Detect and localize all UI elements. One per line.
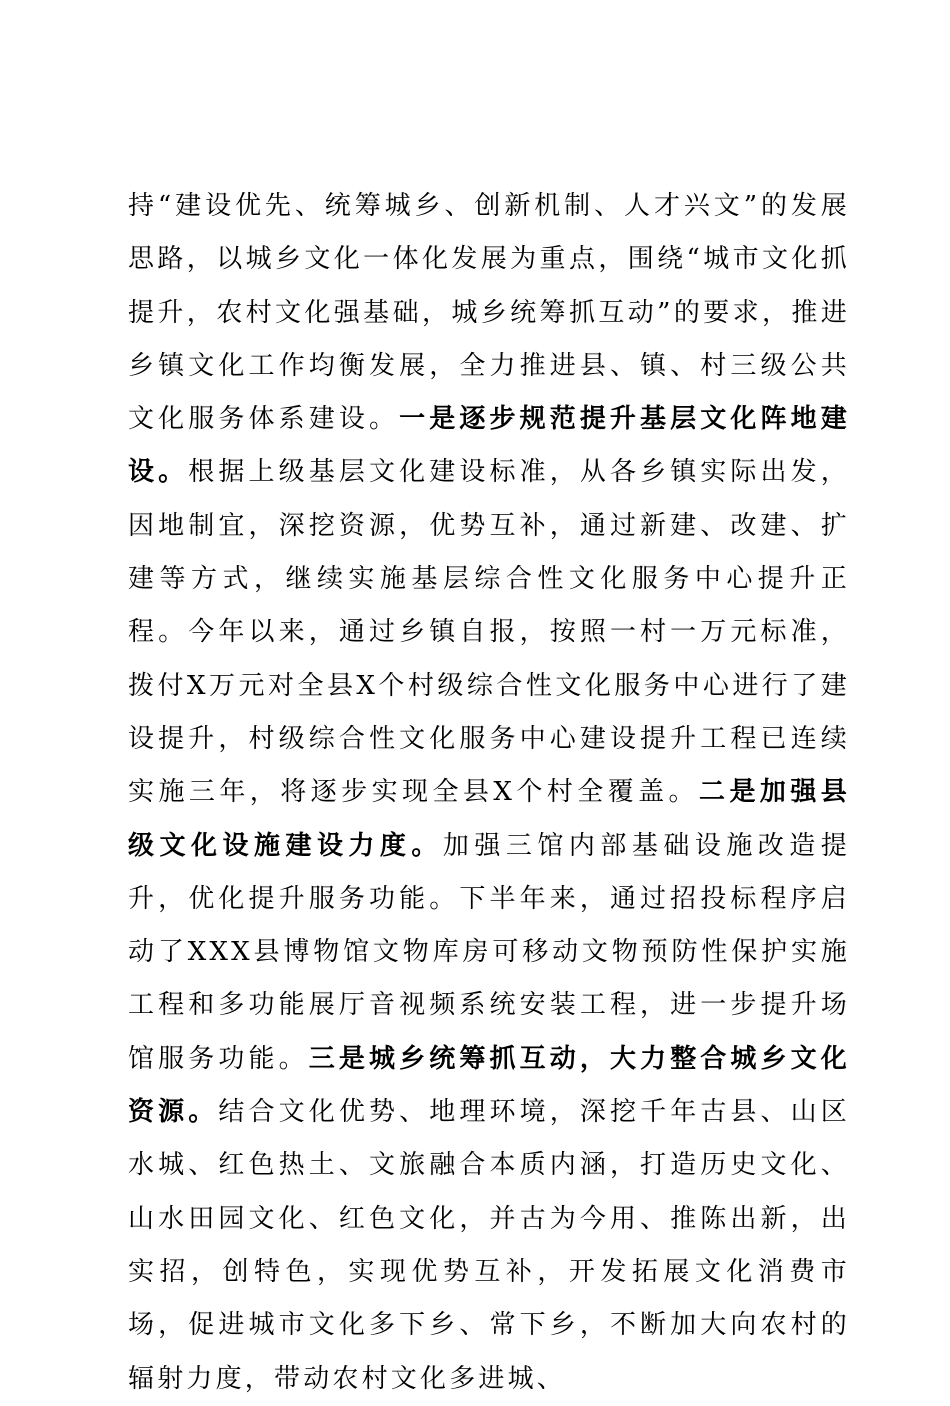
bold-heading-one: 一是逐步规范提升基层文化阵地建设。 xyxy=(128,404,850,488)
text-segment: 加强三馆内部基础设施改造提升，优化提升服务功能。下半年来，通过招投标程序启动了XXX县博物馆文物库房可移动文物预防性保护实施工程和多功能展厅音视频系统安装工程，进一步提升场馆服务功能。 xyxy=(128,830,850,1074)
text-segment: 持“建设优先、统筹城乡、创新机制、人才兴文”的发展思路，以城乡文化一体化发展为重点，围绕“城市文化抓提升，农村文化强基础，城乡统筹抓互动”的要求，推进乡镇文化工作均衡发展，全力推进县、镇、村三级公共文化服务体系建设。 xyxy=(128,191,850,435)
text-segment: 根据上级基层文化建设标准，从各乡镇实际出发，因地制宜，深挖资源，优势互补，通过新建、改建、扩建等方式，继续实施基层综合性文化服务中心提升正程。今年以来，通过乡镇自报，按照一村一万元标准，拨付X万元对全县X个村级综合性文化服务中心进行了建设提升，村级综合性文化服务中心建设提升工程已连续实施三年，将逐步实现全县X个村全覆盖。 xyxy=(128,457,850,808)
text-segment: 结合文化优势、地理环境，深挖千年古县、山区水城、红色热土、文旅融合本质内涵，打造历史文化、山水田园文化、红色文化，并古为今用、推陈出新，出实招，创特色，实现优势互补，开发拓展文化消费市场，促进城市文化多下乡、常下乡，不断加大向农村的辐射力度，带动农村文化多进城、 xyxy=(128,1097,850,1394)
bold-heading-two: 二是加强县级文化设施建设力度。 xyxy=(128,777,850,861)
body-paragraph xyxy=(128,180,850,1406)
bold-heading-three: 三是城乡统筹抓互动，大力整合城乡文化资源。 xyxy=(128,1043,850,1128)
